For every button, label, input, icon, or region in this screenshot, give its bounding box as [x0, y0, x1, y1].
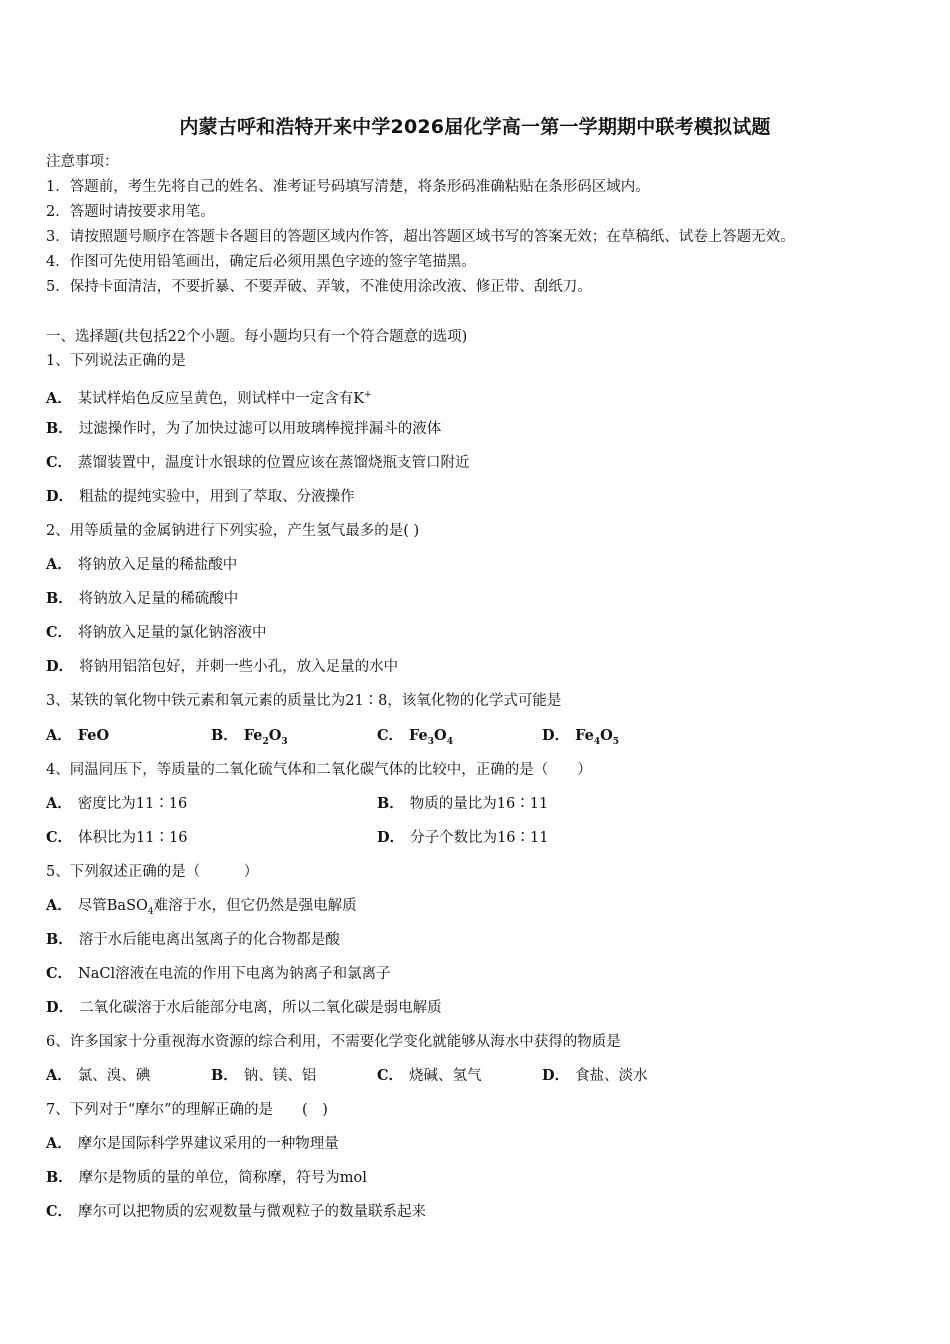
notes-heading: 注意事项：	[46, 154, 119, 170]
option-label: A．	[46, 389, 72, 407]
option-label: B．	[46, 1169, 73, 1186]
option-label: B．	[211, 1067, 238, 1084]
question-7-option-b	[46, 1168, 367, 1188]
option-text: 密度比为11∶16	[77, 796, 188, 812]
question-4-option-c	[46, 828, 187, 848]
option-text: 粗盐的提纯实验中，用到了萃取、分液操作	[79, 489, 355, 505]
option-label: C．	[46, 829, 73, 846]
option-label: B．	[46, 420, 73, 437]
option-text: 蒸馏装置中，温度计水银球的位置应该在蒸馏烧瓶支管口附近	[78, 455, 470, 471]
superscript: +	[364, 390, 372, 400]
option-text: 摩尔是国际科学界建议采用的一种物理量	[77, 1136, 339, 1152]
question-4-option-d	[377, 828, 548, 848]
question-1-option-b	[46, 419, 441, 439]
question-1-stem: 1、下列说法正确的是	[46, 353, 186, 369]
question-6-stem: 6、许多国家十分重视海水资源的综合利用，不需要化学变化就能够从海水中获得的物质是	[46, 1034, 621, 1050]
question-2-option-b	[46, 589, 238, 609]
option-text: 摩尔可以把物质的宏观数量与微观粒子的数量联系起来	[78, 1204, 427, 1220]
option-label: A．	[46, 1135, 72, 1152]
option-label: D．	[46, 999, 74, 1016]
option-label: C．	[46, 454, 73, 471]
question-2-stem: 2、用等质量的金属钠进行下列实验，产生氢气最多的是( )	[46, 523, 420, 539]
option-text: 分子个数比为16∶11	[410, 830, 549, 846]
option-label: B．	[377, 795, 404, 812]
option-text: 将钠用铝箔包好，并刺一些小孔，放入足量的水中	[79, 659, 399, 675]
option-label: C．	[46, 1203, 73, 1220]
option-text: 过滤操作时，为了加快过滤可以用玻璃棒搅拌漏斗的液体	[78, 421, 442, 437]
option-text: NaCl溶液在电流的作用下电离为钠离子和氯离子	[78, 966, 391, 982]
option-label: B．	[211, 727, 238, 744]
option-text: 溶于水后能电离出氢离子的化合物都是酸	[78, 932, 340, 948]
subscript: 4	[593, 736, 601, 747]
question-6-option-a	[46, 1066, 150, 1086]
option-label: B．	[46, 590, 73, 607]
option-text: FeO	[77, 727, 110, 744]
note-item: 3．请按照题号顺序在答题卡各题目的答题区域内作答，超出答题区域书写的答案无效；在草稿纸、试卷上答题无效。	[46, 229, 795, 245]
option-label: C．	[46, 965, 73, 982]
note-item: 1．答题前，考生先将自己的姓名、准考证号码填写清楚，将条形码准确粘贴在条形码区域内。	[46, 179, 650, 195]
option-text: 尽管BaSO	[77, 898, 148, 914]
question-4-option-a	[46, 794, 187, 814]
page-title: 内蒙古呼和浩特开来中学2026届化学高一第一学期期中联考模拟试题	[179, 116, 771, 138]
question-7-stem: 7、下列对于“摩尔”的理解正确的是 ( )	[46, 1102, 328, 1118]
question-3-option-a	[46, 726, 109, 746]
question-5-option-b	[46, 930, 340, 950]
option-text: 某试样焰色反应呈黄色，则试样中一定含有K	[77, 390, 365, 407]
formula-part: Fe	[575, 727, 594, 744]
formula-part: Fe	[243, 727, 263, 744]
question-4-stem: 4、同温同压下，等质量的二氧化硫气体和二氧化碳气体的比较中，正确的是（ ）	[46, 762, 592, 778]
option-text: 物质的量比为16∶11	[409, 796, 549, 812]
subscript: 5	[612, 736, 619, 747]
formula-part: O	[600, 727, 613, 744]
option-label: D．	[542, 727, 570, 744]
question-6-option-d	[542, 1066, 648, 1086]
option-label: D．	[46, 488, 74, 505]
question-3-option-b	[211, 726, 288, 752]
question-4-option-b	[377, 794, 548, 814]
question-5-stem: 5、下列叙述正确的是（ ）	[46, 864, 259, 880]
note-item: 4．作图可先使用铅笔画出，确定后必须用黑色字迹的签字笔描黑。	[46, 254, 476, 270]
option-text: 食盐、淡水	[575, 1068, 648, 1084]
option-label: A．	[46, 1067, 72, 1084]
option-label: A．	[46, 727, 72, 744]
question-1-option-d	[46, 487, 355, 507]
option-text: 钠、镁、铝	[243, 1068, 317, 1084]
formula-part: O	[268, 727, 282, 744]
subscript: 4	[446, 736, 453, 747]
question-6-option-c	[377, 1066, 482, 1086]
option-text: 体积比为11∶16	[78, 830, 188, 846]
option-text: 二氧化碳溶于水后能部分电离，所以二氧化碳是弱电解质	[79, 1000, 442, 1016]
option-label: A．	[46, 897, 72, 914]
question-3-stem: 3、某铁的氧化物中铁元素和氧元素的质量比为21∶8，该氧化物的化学式可能是	[46, 693, 562, 709]
option-text: 氯、溴、碘	[77, 1068, 151, 1084]
question-2-option-d	[46, 657, 398, 677]
subscript: 3	[281, 736, 288, 747]
subscript: 3	[427, 736, 435, 747]
option-text: 难溶于水，但它仍然是强电解质	[153, 898, 357, 914]
formula-part: Fe	[409, 727, 428, 744]
question-6-option-b	[211, 1066, 316, 1086]
option-text: 摩尔是物质的量的单位，简称摩，符号为mol	[78, 1170, 367, 1186]
question-3-option-d	[542, 726, 619, 752]
question-5-option-c	[46, 964, 391, 984]
option-label: C．	[377, 1067, 404, 1084]
section-heading: 一、选择题(共包括22个小题。每小题均只有一个符合题意的选项)	[46, 329, 468, 345]
option-label: C．	[46, 624, 73, 641]
option-label: D．	[542, 1067, 570, 1084]
option-label: D．	[377, 829, 405, 846]
question-7-option-c	[46, 1202, 426, 1222]
question-5-option-d	[46, 998, 442, 1018]
question-3-option-c	[377, 726, 453, 752]
option-text: 将钠放入足量的氯化钠溶液中	[78, 625, 267, 641]
question-1-option-c	[46, 453, 470, 473]
question-2-option-a	[46, 555, 237, 575]
question-2-option-c	[46, 623, 267, 643]
option-label: A．	[46, 556, 72, 573]
note-item: 2．答题时请按要求用笔。	[46, 204, 215, 220]
formula-part: O	[434, 727, 447, 744]
option-text: 将钠放入足量的稀硫酸中	[78, 591, 239, 607]
option-text: 将钠放入足量的稀盐酸中	[77, 557, 238, 573]
option-label: A．	[46, 795, 72, 812]
question-7-option-a	[46, 1134, 339, 1154]
note-item: 5．保持卡面清洁，不要折暴、不要弄破、弄皱，不准使用涂改液、修正带、刮纸刀。	[46, 279, 592, 295]
subscript: 2	[262, 736, 269, 747]
question-1-option-a	[46, 385, 372, 409]
subscript: 4	[147, 906, 154, 917]
option-label: C．	[377, 727, 404, 744]
option-text: 烧碱、氢气	[409, 1068, 482, 1084]
question-5-option-a	[46, 896, 357, 922]
option-label: D．	[46, 658, 74, 675]
option-label: B．	[46, 931, 73, 948]
